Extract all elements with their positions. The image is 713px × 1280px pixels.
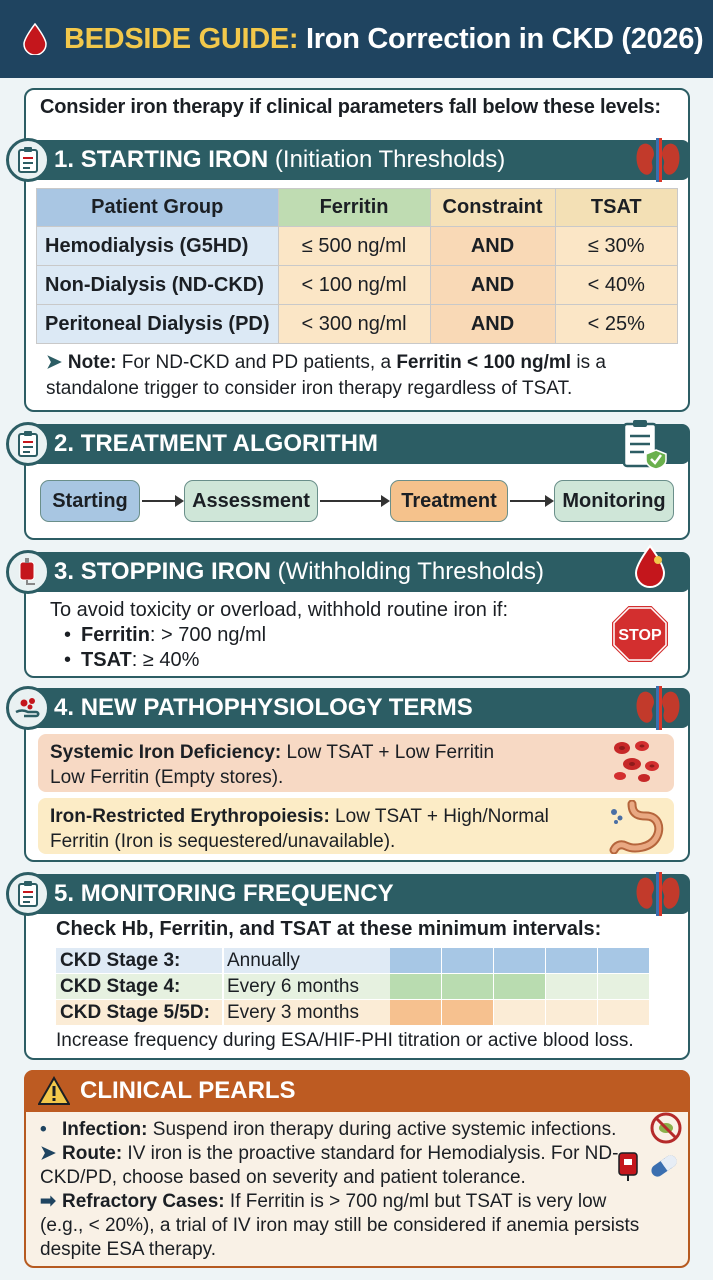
blood-drop-icon	[632, 544, 668, 588]
frequency-bar-cell	[390, 1000, 441, 1025]
iv-bag-icon	[616, 1150, 642, 1182]
table-row	[37, 305, 678, 344]
term-systemic-iron-deficiency: Systemic Iron Deficiency: Low TSAT + Low Ferritin Low Ferritin (Empty stores).	[38, 734, 674, 792]
frequency-bar-cell	[546, 974, 597, 999]
clipboard-icon	[6, 422, 50, 466]
monitoring-footer: Increase frequency during ESA/HIF-PHI titration or active blood loss.	[56, 1030, 634, 1051]
table-cell: ≤ 30%	[555, 227, 677, 266]
warning-icon	[38, 1076, 70, 1106]
frequency-bar-cell	[494, 974, 545, 999]
table-cell: Peritoneal Dialysis (PD)	[37, 305, 279, 344]
frequency-bar-cell	[442, 948, 493, 973]
table-cell: AND	[430, 266, 555, 305]
page-header	[0, 0, 713, 78]
monitoring-heading: Check Hb, Ferritin, and TSAT at these minimum intervals:	[56, 918, 602, 940]
clipboard-icon	[6, 138, 50, 182]
stopping-intro: To avoid toxicity or overload, withhold routine iron if:	[50, 599, 509, 621]
table-row	[37, 266, 678, 305]
kidney-icon	[634, 684, 682, 732]
section2-header	[10, 424, 690, 464]
blood-drop-icon	[22, 23, 48, 55]
column-header: Constraint	[430, 189, 555, 227]
no-bacteria-icon	[650, 1112, 682, 1144]
table-cell: Hemodialysis (G5HD)	[37, 227, 279, 266]
section4-header	[10, 688, 690, 728]
section1-header	[10, 140, 690, 180]
flow-arrow	[142, 500, 182, 502]
stopping-item: • TSAT: ≥ 40%	[64, 649, 200, 671]
initiation-thresholds-table	[36, 188, 678, 344]
section1-title: 1. STARTING IRON (Initiation Thresholds)	[54, 146, 506, 173]
initiation-note: ➤ Note: For ND-CKD and PD patients, a Ferritin < 100 ng/ml is a standalone trigger to consider iron therapy regardless of TSAT.	[46, 352, 606, 399]
column-header: Ferritin	[278, 189, 430, 227]
svg-text:STOP: STOP	[618, 627, 662, 644]
table-cell: < 25%	[555, 305, 677, 344]
monitoring-stage: CKD Stage 4:	[56, 974, 222, 999]
title-highlight: BEDSIDE GUIDE:	[64, 22, 299, 55]
clipboard-icon	[6, 872, 50, 916]
section5-header	[10, 874, 690, 914]
table-cell: AND	[430, 305, 555, 344]
table-cell: < 300 ng/ml	[278, 305, 430, 344]
table-header-row	[37, 189, 678, 227]
pill-icon	[646, 1150, 682, 1182]
title-rest: Iron Correction in CKD (2026)	[298, 22, 704, 55]
table-row	[37, 227, 678, 266]
flow-step-assessment: Assessment	[184, 480, 318, 522]
column-header: Patient Group	[37, 189, 279, 227]
pearls-header	[24, 1070, 690, 1112]
section4-title: 4. NEW PATHOPHYSIOLOGY TERMS	[54, 694, 473, 721]
page-title	[64, 23, 703, 56]
frequency-bar-cell	[442, 1000, 493, 1025]
arrow-icon: ➤	[46, 352, 62, 373]
flow-arrow	[510, 500, 552, 502]
monitoring-stage: CKD Stage 5/5D:	[56, 1000, 222, 1025]
monitoring-row	[56, 948, 656, 973]
pearl-item: ➤ Route: IV iron is the proactive standard for Hemodialysis. For ND-CKD/PD, choose based on severity and patient tolerance.	[40, 1143, 619, 1188]
table-cell: Non-Dialysis (ND-CKD)	[37, 266, 279, 305]
term-iron-restricted-erythropoiesis: Iron-Restricted Erythropoiesis: Low TSAT + High/Normal Ferritin (Iron is sequestered/unavailable).	[38, 798, 674, 854]
stop-sign-icon	[610, 604, 670, 664]
frequency-bar-cell	[598, 974, 649, 999]
column-header: TSAT	[555, 189, 677, 227]
flow-arrow	[320, 500, 388, 502]
frequency-bar-cell	[494, 1000, 545, 1025]
pearl-item: ➡ Refractory Cases: If Ferritin is > 700 ng/ml but TSAT is very low (e.g., < 20%), a trial of IV iron may still be considered if anemia persists despite ESA therapy.	[40, 1191, 640, 1260]
monitoring-interval: Every 3 months	[224, 1000, 390, 1025]
stopping-item: • Ferritin: > 700 ng/ml	[64, 624, 267, 646]
frequency-bar-cell	[390, 974, 441, 999]
flow-step-starting: Starting	[40, 480, 140, 522]
checklist-shield-icon	[620, 418, 668, 470]
table-cell: AND	[430, 227, 555, 266]
red-blood-cells-icon	[610, 738, 662, 784]
kidney-icon	[634, 136, 682, 184]
frequency-bar-cell	[494, 948, 545, 973]
pearls-title: CLINICAL PEARLS	[80, 1077, 296, 1104]
kidney-icon	[634, 870, 682, 918]
frequency-bar-cell	[546, 1000, 597, 1025]
frequency-bar-cell	[598, 1000, 649, 1025]
flow-step-treatment: Treatment	[390, 480, 508, 522]
frequency-bar-cell	[390, 948, 441, 973]
section5-title: 5. MONITORING FREQUENCY	[54, 880, 394, 907]
monitoring-interval: Every 6 months	[224, 974, 390, 999]
flow-step-monitoring: Monitoring	[554, 480, 674, 522]
monitoring-interval: Annually	[224, 948, 390, 973]
table-cell: < 100 ng/ml	[278, 266, 430, 305]
frequency-bar-cell	[546, 948, 597, 973]
section3-title: 3. STOPPING IRON (Withholding Thresholds)	[54, 558, 544, 585]
blood-bag-icon	[6, 550, 50, 594]
frequency-bar-cell	[442, 974, 493, 999]
monitoring-row	[56, 1000, 656, 1025]
table-cell: < 40%	[555, 266, 677, 305]
table-cell: ≤ 500 ng/ml	[278, 227, 430, 266]
hand-cells-icon	[6, 686, 50, 730]
frequency-bar-cell	[598, 948, 649, 973]
pearl-item: • Infection: Suspend iron therapy during active systemic infections.	[40, 1119, 617, 1140]
intro-text: Consider iron therapy if clinical parameters fall below these levels:	[40, 96, 661, 118]
section2-title: 2. TREATMENT ALGORITHM	[54, 430, 378, 457]
stomach-icon	[608, 800, 664, 854]
monitoring-stage: CKD Stage 3:	[56, 948, 222, 973]
section3-header	[10, 552, 690, 592]
monitoring-row	[56, 974, 656, 999]
